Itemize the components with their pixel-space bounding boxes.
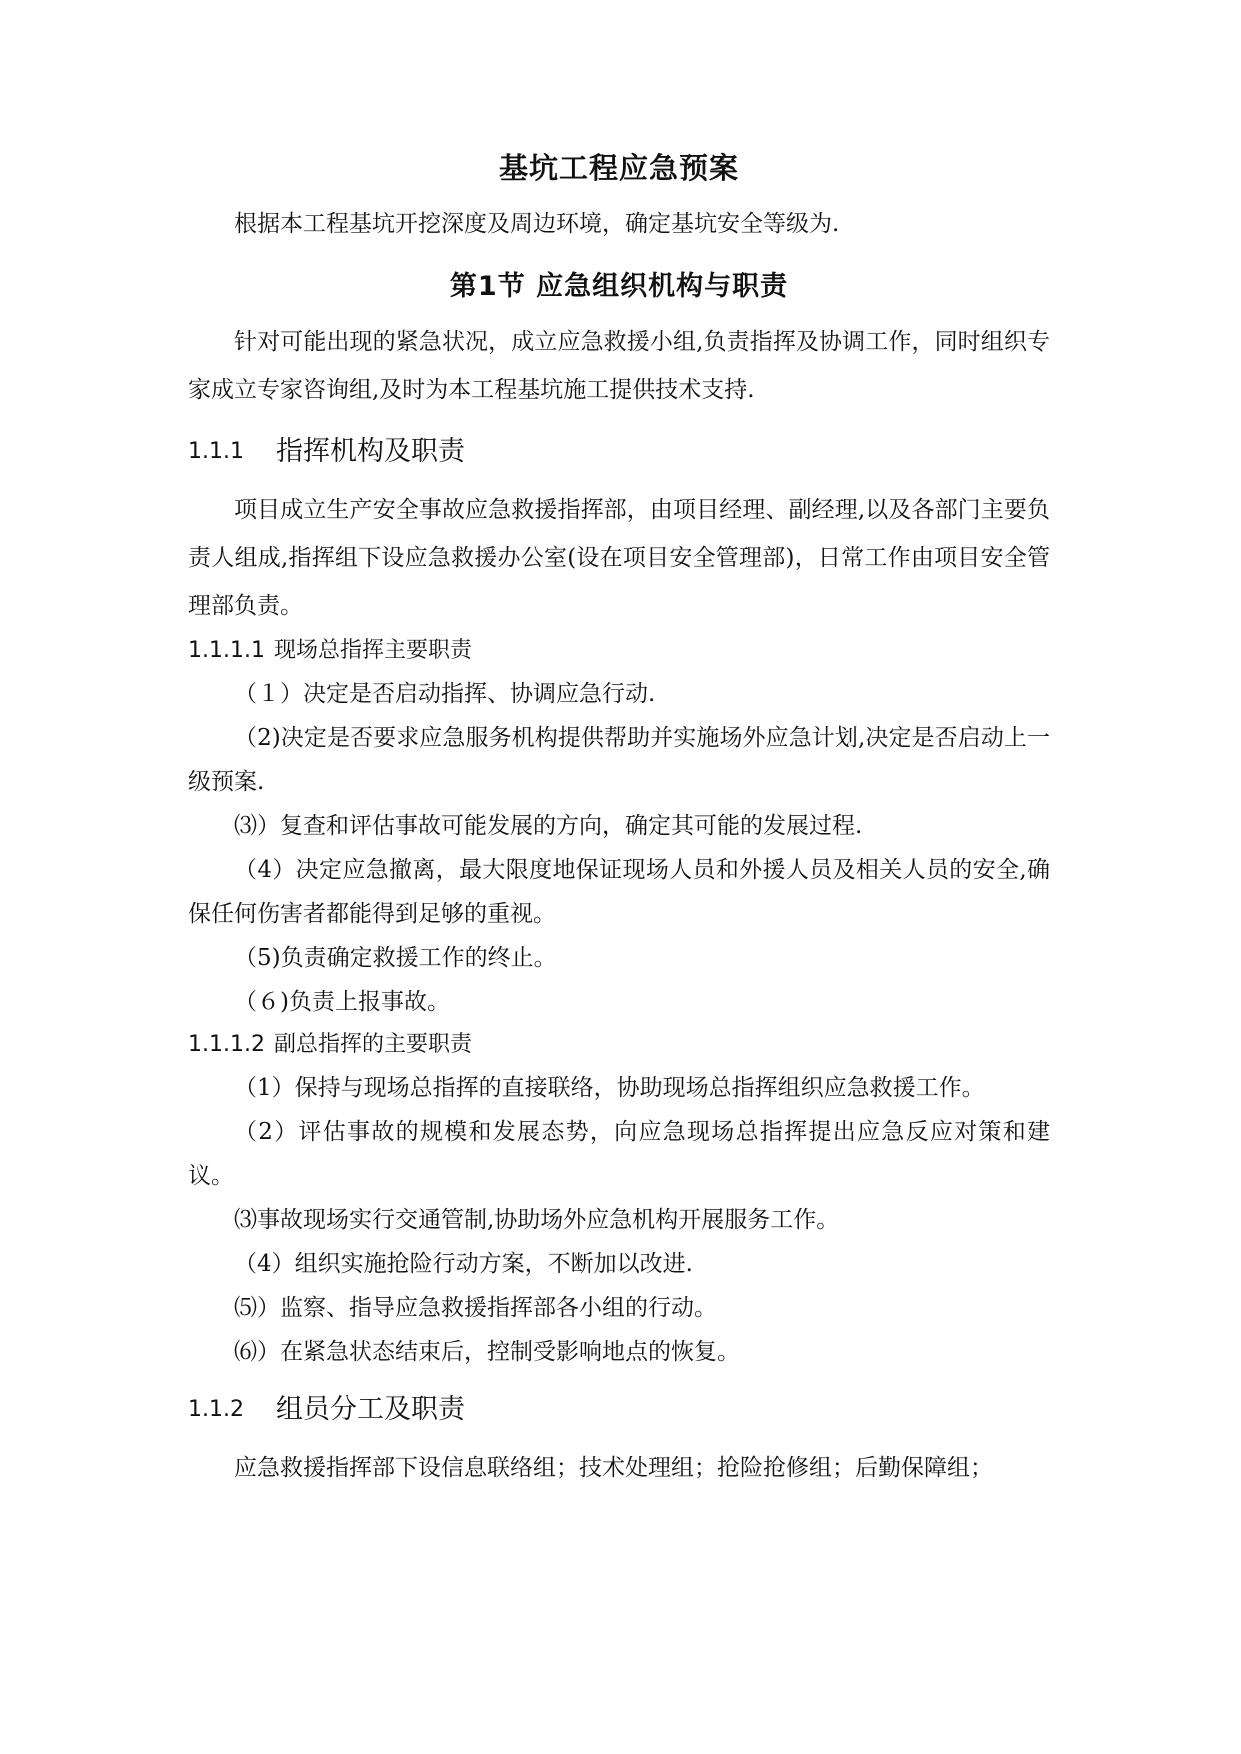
heading-text: 副总指挥的主要职责 — [274, 1032, 473, 1057]
list-item: ⑶）复查和评估事故可能发展的方向，确定其可能的发展过程. — [234, 813, 863, 839]
list-item: （4）决定应急撤离，最大限度地保证现场人员和外援人员及相关人员的安全,确保任何伤害者都能得到足够的重视。 — [188, 857, 1050, 927]
heading-1-1-1-1 — [188, 630, 1050, 672]
section-paragraph: 针对可能出现的紧急状况，成立应急救援小组,负责指挥及协调工作，同时组织专家成立专家咨询组,及时为本工程基坑施工提供技术支持. — [188, 329, 1050, 403]
heading-number: 1.1.2 — [188, 1397, 244, 1422]
list-item: （１）决定是否启动指挥、协调应急行动. — [234, 681, 656, 707]
intro-paragraph: 根据本工程基坑开挖深度及周边环境，确定基坑安全等级为. — [234, 211, 840, 237]
list-item: （2）评估事故的规模和发展态势，向应急现场总指挥提出应急反应对策和建议。 — [188, 1119, 1050, 1189]
document-page — [188, 140, 1050, 1492]
heading-text: 组员分工及职责 — [276, 1394, 465, 1425]
list-item: （1）保持与现场总指挥的直接联络，协助现场总指挥组织应急救援工作。 — [234, 1075, 985, 1101]
document-title: 基坑工程应急预案 — [498, 151, 739, 185]
list-item: ⑶事故现场实行交通管制,协助场外应急机构开展服务工作。 — [234, 1207, 840, 1233]
heading-number: 1.1.1.2 — [188, 1032, 265, 1057]
heading-1-1-1 — [188, 422, 1050, 482]
list-item: （5)负责确定救援工作的终止。 — [234, 945, 557, 971]
heading-number: 1.1.1.1 — [188, 638, 265, 663]
section-heading: 第1节 应急组织机构与职责 — [449, 271, 789, 302]
heading-text: 指挥机构及职责 — [276, 436, 465, 467]
heading-1-1-2 — [188, 1380, 1050, 1440]
list-item: （2)决定是否要求应急服务机构提供帮助并实施场外应急计划,决定是否启动上一级预案. — [188, 725, 1050, 795]
list-item: （4）组织实施抢险行动方案，不断加以改进. — [234, 1251, 693, 1277]
heading-text: 现场总指挥主要职责 — [274, 638, 473, 663]
list-item: ⑸）监察、指导应急救援指挥部各小组的行动。 — [234, 1295, 717, 1321]
paragraph-1-1-2: 应急救援指挥部下设信息联络组；技术处理组；抢险抢修组；后勤保障组； — [234, 1455, 993, 1481]
heading-1-1-1-2 — [188, 1024, 1050, 1066]
list-item: （６)负责上报事故。 — [234, 989, 450, 1015]
paragraph-1-1-1: 项目成立生产安全事故应急救援指挥部，由项目经理、副经理,以及各部门主要负责人组成,指挥组下设应急救援办公室(设在项目安全管理部)，日常工作由项目安全管理部负责。 — [188, 497, 1050, 619]
list-item: ⑹）在紧急状态结束后，控制受影响地点的恢复。 — [234, 1339, 740, 1365]
heading-number: 1.1.1 — [188, 439, 244, 464]
